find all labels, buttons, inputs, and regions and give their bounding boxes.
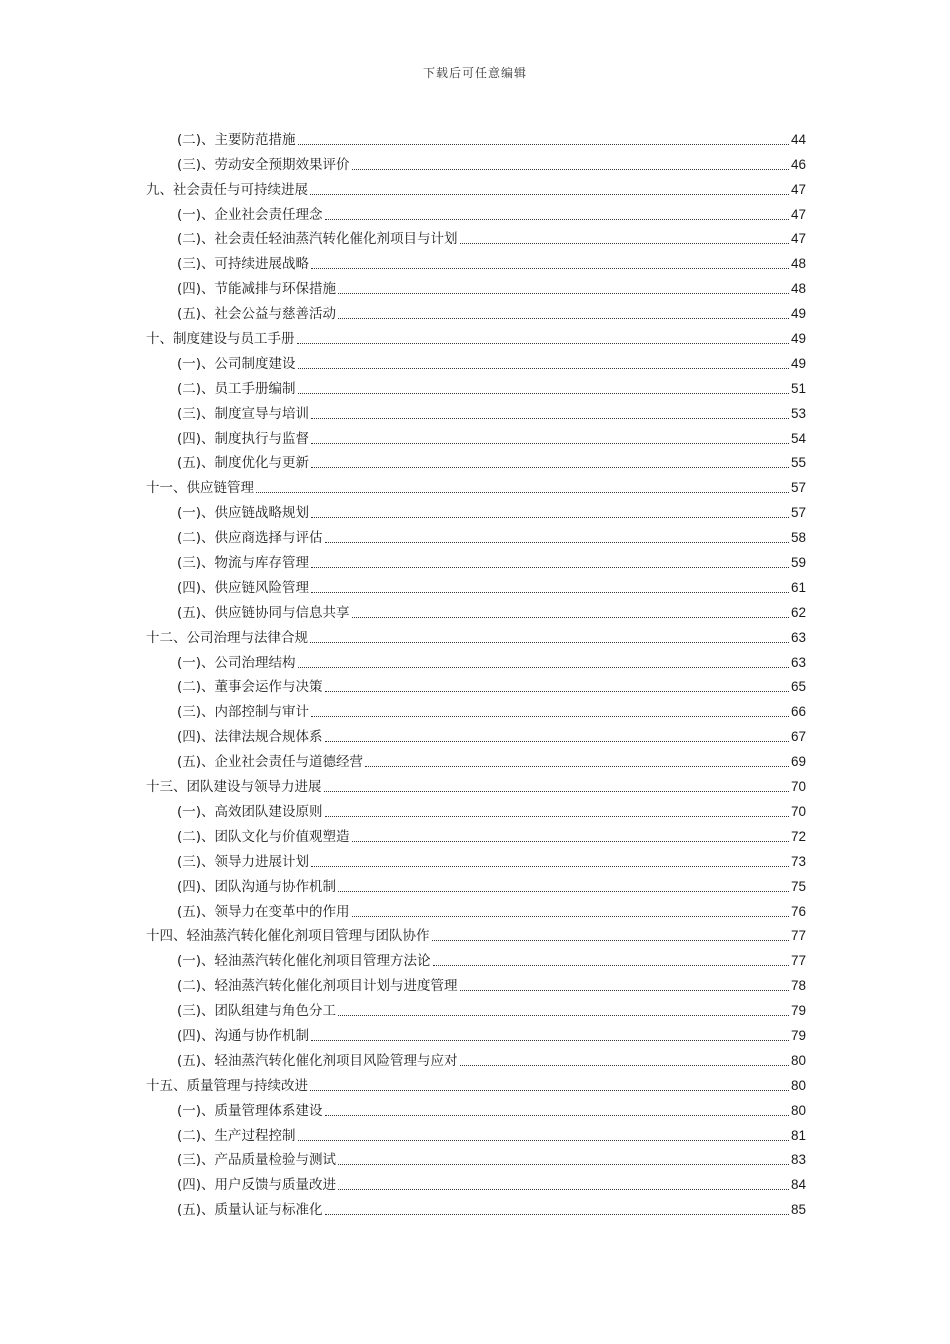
toc-page-number: 46: [790, 156, 806, 172]
toc-dot-leader: [325, 691, 789, 692]
toc-entry-title: (二)、团队文化与价值观塑造: [177, 828, 350, 845]
toc-entry-title: (五)、领导力在变革中的作用: [177, 903, 350, 920]
toc-page-number: 77: [790, 928, 806, 944]
toc-dot-leader: [311, 592, 789, 593]
toc-dot-leader: [338, 1164, 789, 1165]
toc-dot-leader: [298, 667, 789, 668]
toc-section-entry[interactable]: [146, 398, 806, 423]
toc-dot-leader: [352, 169, 789, 170]
toc-entry-title: (一)、质量管理体系建设: [177, 1102, 323, 1119]
toc-dot-leader: [433, 965, 789, 966]
toc-page-number: 57: [790, 480, 806, 496]
toc-page-number: 66: [790, 704, 806, 720]
toc-page-number: 69: [790, 754, 806, 770]
toc-entry-title: 十二、公司治理与法律合规: [146, 629, 308, 646]
toc-page-number: 80: [790, 1077, 806, 1093]
toc-page-number: 84: [790, 1177, 806, 1193]
toc-entry-title: (二)、员工手册编制: [177, 380, 296, 397]
toc-dot-leader: [298, 144, 789, 145]
toc-page-number: 81: [790, 1127, 806, 1143]
toc-page-number: 70: [790, 779, 806, 795]
toc-dot-leader: [311, 716, 789, 717]
toc-dot-leader: [311, 1040, 789, 1041]
toc-entry-title: (三)、内部控制与审计: [177, 704, 310, 721]
toc-dot-leader: [256, 492, 789, 493]
toc-entry-title: (四)、用户反馈与质量改进: [177, 1177, 337, 1194]
toc-entry-title: (一)、轻油蒸汽转化催化剂项目管理方法论: [177, 953, 431, 970]
toc-section-entry[interactable]: [146, 945, 806, 970]
toc-entry-title: (三)、可持续进展战略: [177, 256, 310, 273]
toc-page-number: 51: [790, 380, 806, 396]
toc-entry-title: (五)、社会公益与慈善活动: [177, 306, 337, 323]
toc-dot-leader: [325, 1115, 789, 1116]
toc-entry-title: 九、社会责任与可持续进展: [146, 181, 308, 198]
toc-section-entry[interactable]: [146, 995, 806, 1020]
toc-dot-leader: [325, 542, 789, 543]
toc-dot-leader: [325, 741, 789, 742]
toc-section-entry[interactable]: [146, 896, 806, 921]
toc-dot-leader: [460, 1065, 789, 1066]
toc-section-entry[interactable]: [146, 821, 806, 846]
toc-page-number: 79: [790, 1027, 806, 1043]
toc-dot-leader: [325, 816, 789, 817]
toc-section-entry[interactable]: [146, 547, 806, 572]
toc-page-number: 80: [790, 1052, 806, 1068]
toc-page-number: 65: [790, 679, 806, 695]
toc-section-entry[interactable]: [146, 1020, 806, 1045]
toc-page-number: 44: [790, 131, 806, 147]
toc-entry-title: (五)、供应链协同与信息共享: [177, 604, 350, 621]
toc-dot-leader: [310, 194, 789, 195]
toc-page-number: 48: [790, 256, 806, 272]
toc-entry-title: (二)、董事会运作与决策: [177, 679, 323, 696]
toc-section-entry[interactable]: [146, 871, 806, 896]
toc-dot-leader: [311, 517, 789, 518]
toc-chapter-entry[interactable]: [146, 174, 806, 199]
toc-section-entry[interactable]: [146, 647, 806, 672]
table-of-contents: [146, 124, 806, 1219]
toc-entry-title: 十、制度建设与员工手册: [146, 331, 295, 348]
toc-section-entry[interactable]: [146, 199, 806, 224]
toc-page-number: 54: [790, 430, 806, 446]
toc-dot-leader: [338, 1015, 789, 1016]
toc-entry-title: (二)、主要防范措施: [177, 131, 296, 148]
toc-page-number: 67: [790, 729, 806, 745]
toc-dot-leader: [352, 916, 789, 917]
toc-entry-title: (三)、产品质量检验与测试: [177, 1152, 337, 1169]
toc-entry-title: (四)、供应链风险管理: [177, 579, 310, 596]
toc-dot-leader: [338, 891, 789, 892]
toc-page-number: 58: [790, 530, 806, 546]
toc-section-entry[interactable]: [146, 522, 806, 547]
toc-page-number: 83: [790, 1152, 806, 1168]
toc-entry-title: (二)、社会责任轻油蒸汽转化催化剂项目与计划: [177, 231, 458, 248]
toc-section-entry[interactable]: [146, 1045, 806, 1070]
toc-page-number: 77: [790, 953, 806, 969]
toc-dot-leader: [352, 617, 789, 618]
toc-entry-title: (一)、供应链战略规划: [177, 505, 310, 522]
toc-page-number: 75: [790, 878, 806, 894]
toc-section-entry[interactable]: [146, 149, 806, 174]
toc-section-entry[interactable]: [146, 846, 806, 871]
toc-page-number: 73: [790, 853, 806, 869]
toc-section-entry[interactable]: [146, 348, 806, 373]
toc-section-entry[interactable]: [146, 448, 806, 473]
toc-section-entry[interactable]: [146, 796, 806, 821]
toc-dot-leader: [352, 841, 789, 842]
toc-page-number: 63: [790, 654, 806, 670]
toc-entry-title: (三)、领导力进展计划: [177, 853, 310, 870]
toc-page-number: 53: [790, 405, 806, 421]
toc-dot-leader: [298, 1140, 789, 1141]
toc-page-number: 57: [790, 505, 806, 521]
toc-chapter-entry[interactable]: [146, 771, 806, 796]
toc-section-entry[interactable]: [146, 497, 806, 522]
toc-section-entry[interactable]: [146, 672, 806, 697]
toc-section-entry[interactable]: [146, 1194, 806, 1219]
toc-entry-title: (五)、质量认证与标准化: [177, 1202, 323, 1219]
toc-entry-title: (二)、供应商选择与评估: [177, 530, 323, 547]
toc-page-number: 70: [790, 803, 806, 819]
toc-entry-title: 十五、质量管理与持续改进: [146, 1077, 308, 1094]
toc-page-number: 47: [790, 206, 806, 222]
toc-dot-leader: [460, 243, 789, 244]
toc-entry-title: 十四、轻油蒸汽转化催化剂项目管理与团队协作: [146, 928, 430, 945]
toc-dot-leader: [310, 1090, 789, 1091]
toc-entry-title: (二)、生产过程控制: [177, 1127, 296, 1144]
toc-entry-title: (四)、制度执行与监督: [177, 430, 310, 447]
toc-section-entry[interactable]: [146, 224, 806, 249]
toc-dot-leader: [365, 766, 789, 767]
toc-entry-title: (四)、沟通与协作机制: [177, 1027, 310, 1044]
toc-dot-leader: [325, 1214, 789, 1215]
toc-page-number: 47: [790, 181, 806, 197]
toc-dot-leader: [460, 990, 789, 991]
toc-page-number: 62: [790, 604, 806, 620]
toc-dot-leader: [311, 443, 789, 444]
toc-page-number: 79: [790, 1003, 806, 1019]
toc-section-entry[interactable]: [146, 572, 806, 597]
toc-dot-leader: [432, 940, 789, 941]
toc-section-entry[interactable]: [146, 373, 806, 398]
toc-dot-leader: [297, 343, 789, 344]
toc-dot-leader: [338, 1189, 789, 1190]
toc-section-entry[interactable]: [146, 746, 806, 771]
toc-section-entry[interactable]: [146, 721, 806, 746]
toc-page-number: 47: [790, 231, 806, 247]
toc-section-entry[interactable]: [146, 1095, 806, 1120]
toc-section-entry[interactable]: [146, 696, 806, 721]
toc-page-number: 61: [790, 579, 806, 595]
toc-entry-title: (二)、轻油蒸汽转化催化剂项目计划与进度管理: [177, 978, 458, 995]
toc-section-entry[interactable]: [146, 597, 806, 622]
toc-section-entry[interactable]: [146, 273, 806, 298]
toc-dot-leader: [311, 866, 789, 867]
toc-dot-leader: [298, 368, 789, 369]
toc-section-entry[interactable]: [146, 1169, 806, 1194]
toc-entry-title: 十三、团队建设与领导力进展: [146, 779, 322, 796]
toc-dot-leader: [311, 567, 789, 568]
toc-dot-leader: [338, 293, 789, 294]
toc-chapter-entry[interactable]: [146, 472, 806, 497]
toc-section-entry[interactable]: [146, 1145, 806, 1170]
toc-chapter-entry[interactable]: [146, 921, 806, 946]
page-header: 下载后可任意编辑: [422, 66, 527, 80]
toc-entry-title: (四)、法律法规合规体系: [177, 729, 323, 746]
toc-page-number: 48: [790, 281, 806, 297]
toc-entry-title: (三)、劳动安全预期效果评价: [177, 156, 350, 173]
toc-page-number: 63: [790, 629, 806, 645]
toc-section-entry[interactable]: [146, 248, 806, 273]
toc-section-entry[interactable]: [146, 1120, 806, 1145]
toc-dot-leader: [325, 219, 789, 220]
toc-dot-leader: [311, 467, 789, 468]
toc-section-entry[interactable]: [146, 970, 806, 995]
toc-entry-title: (三)、团队组建与角色分工: [177, 1003, 337, 1020]
toc-entry-title: (三)、制度宣导与培训: [177, 405, 310, 422]
toc-chapter-entry[interactable]: [146, 323, 806, 348]
toc-chapter-entry[interactable]: [146, 622, 806, 647]
toc-page-number: 49: [790, 355, 806, 371]
toc-chapter-entry[interactable]: [146, 1070, 806, 1095]
toc-page-number: 78: [790, 978, 806, 994]
toc-page-number: 55: [790, 455, 806, 471]
toc-entry-title: (五)、轻油蒸汽转化催化剂项目风险管理与应对: [177, 1052, 458, 1069]
toc-entry-title: (三)、物流与库存管理: [177, 555, 310, 572]
toc-entry-title: (一)、公司制度建设: [177, 355, 296, 372]
toc-dot-leader: [311, 418, 789, 419]
toc-entry-title: (一)、高效团队建设原则: [177, 803, 323, 820]
toc-dot-leader: [298, 393, 789, 394]
toc-dot-leader: [311, 268, 789, 269]
toc-section-entry[interactable]: [146, 124, 806, 149]
toc-entry-title: (四)、节能减排与环保措施: [177, 281, 337, 298]
toc-entry-title: 十一、供应链管理: [146, 480, 254, 497]
toc-page-number: 85: [790, 1202, 806, 1218]
toc-dot-leader: [324, 791, 789, 792]
toc-page-number: 80: [790, 1102, 806, 1118]
toc-dot-leader: [338, 318, 789, 319]
toc-page-number: 72: [790, 828, 806, 844]
toc-page-number: 49: [790, 331, 806, 347]
toc-entry-title: (四)、团队沟通与协作机制: [177, 878, 337, 895]
toc-section-entry[interactable]: [146, 423, 806, 448]
toc-section-entry[interactable]: [146, 298, 806, 323]
toc-entry-title: (五)、企业社会责任与道德经营: [177, 754, 364, 771]
toc-page-number: 76: [790, 903, 806, 919]
toc-page-number: 59: [790, 555, 806, 571]
toc-entry-title: (五)、制度优化与更新: [177, 455, 310, 472]
toc-page-number: 49: [790, 306, 806, 322]
toc-entry-title: (一)、企业社会责任理念: [177, 206, 323, 223]
toc-entry-title: (一)、公司治理结构: [177, 654, 296, 671]
toc-dot-leader: [310, 642, 789, 643]
